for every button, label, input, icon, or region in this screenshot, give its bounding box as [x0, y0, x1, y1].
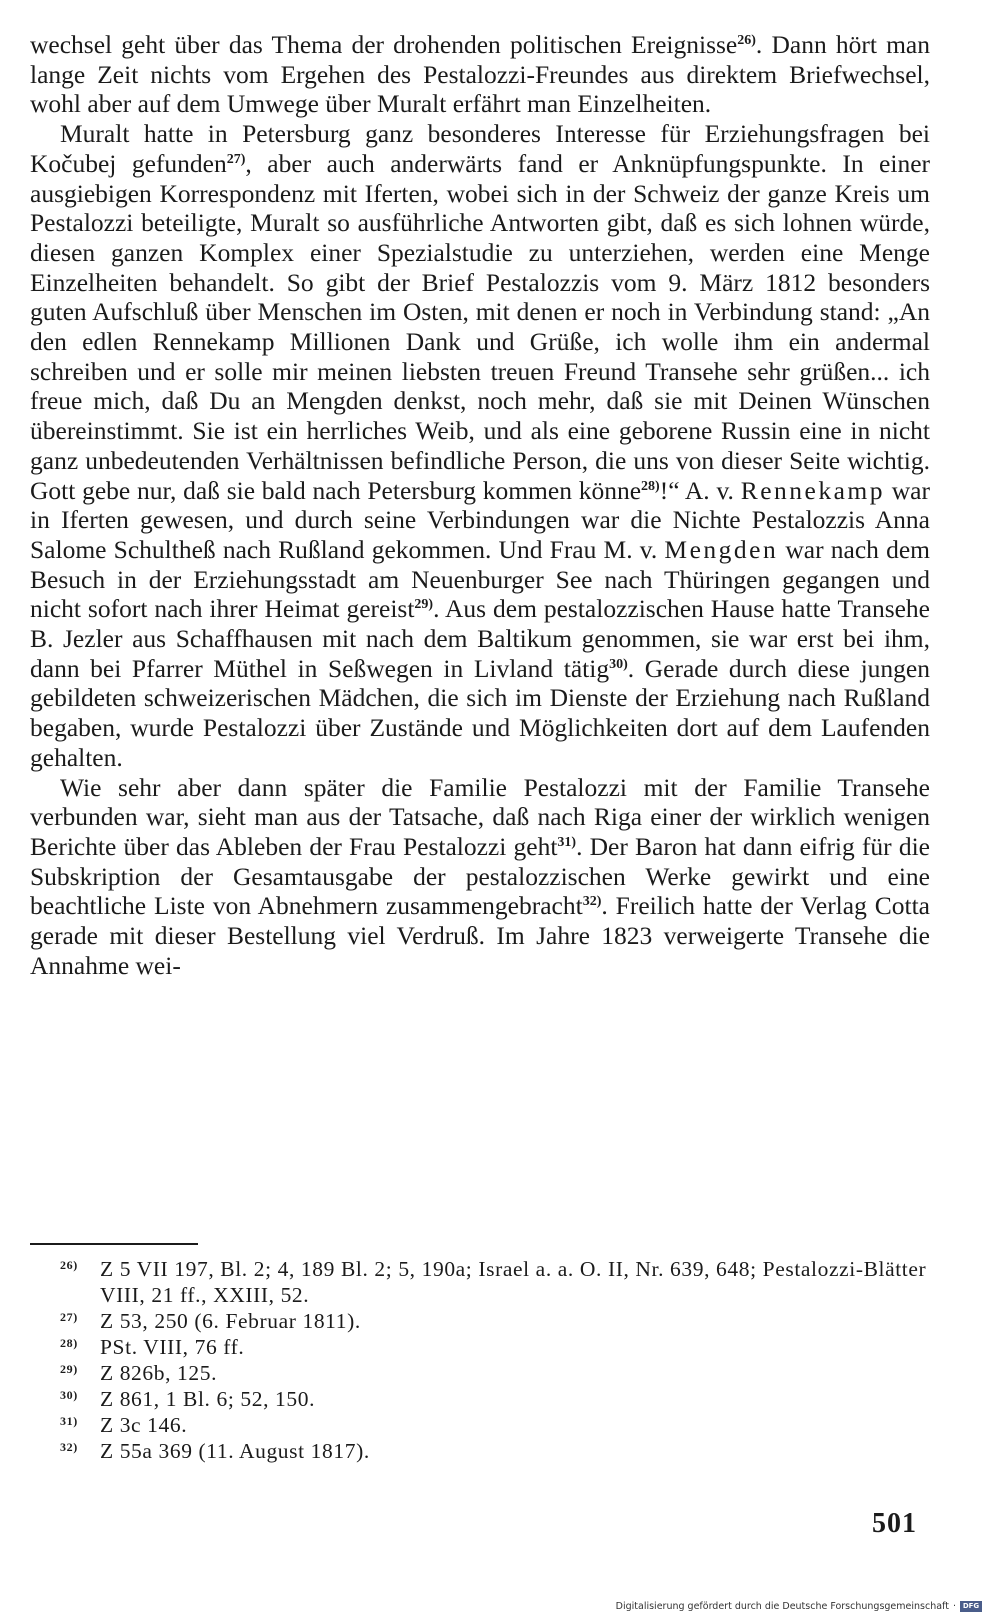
footnote-ref[interactable]: 30): [609, 656, 628, 672]
text-run: . Aus dem pestalozzischen Hause hatte Transehe B. Jezler aus Schaffhausen mit nach dem Baltikum genommen, sie war erst bei ihm, dann bei Pfarrer Müthel in Seßwegen in Livland tätig: [30, 594, 930, 683]
paragraph-3: [30, 773, 930, 981]
separator: ·: [952, 1601, 956, 1612]
text-run: . Der Baron hat dann eifrig für die Subskription der Gesamtausgabe der pestalozzischen Werke gewirkt und eine beachtliche Liste von Abnehmern zusammengebracht: [30, 831, 930, 921]
text-run: war in Iferten gewesen, und durch seine Verbindungen war die Nichte Pestalozzis Anna Salome Schultheß nach Rußland gekommen. Und Frau M. v.: [30, 475, 930, 564]
footnote-ref[interactable]: 26): [737, 33, 756, 48]
text-run: . Gerade durch diese jungen gebildeten schweizerischen Mädchen, die sich im Dienste der Erziehung nach Rußland begaben, wurde Pestalozzi über Zustände und Möglichkeiten dort auf dem Laufenden gehalten.: [30, 653, 930, 772]
footnote-text: Z 5 VII 197, Bl. 2; 4, 189 Bl. 2; 5, 190a; Israel a. a. O. II, Nr. 639, 648; Pestalozzi-Blätter VIII, 21 ff., XXIII, 52.: [100, 1257, 927, 1307]
footnote-ref[interactable]: 31): [557, 834, 577, 850]
footnote-divider: [30, 1243, 198, 1245]
footnote-text: Z 55a 369 (11. August 1817).: [100, 1439, 370, 1463]
footnote-text: PSt. VIII, 76 ff.: [100, 1335, 245, 1359]
footnote: 31) Z 3c 146.: [60, 1413, 188, 1437]
spaced-name: Mengden: [664, 534, 779, 564]
text-run: . Freilich hatte der Verlag Cotta gerade mit dieser Bestellung viel Verdruß. Im Jahre 1823 verweigerte Transehe die Annahme wei-: [30, 891, 930, 980]
footnotes: [30, 1256, 930, 1464]
digitization-credit: [616, 1601, 982, 1612]
footnote-text: Z 861, 1 Bl. 6; 52, 150.: [100, 1387, 316, 1411]
page-number: 501: [872, 1508, 917, 1539]
footnote-ref[interactable]: 27): [226, 151, 246, 167]
text-run: . Dann hört man lange Zeit nichts vom Ergehen des Pestalozzi-Freundes aus direktem Briefwechsel, wohl aber auf dem Umwege über Muralt erfährt man Einzelheiten.: [30, 30, 930, 119]
text-run: war nach dem Besuch in der Erziehungsstadt am Neuenburger See nach Thüringen gegangen und nicht sofort nach ihrer Heimat gereist: [30, 534, 930, 624]
paragraph-1: [30, 30, 930, 119]
text-run: Wie sehr aber dann später die Familie Pestalozzi mit der Familie Transehe verbunden war, sieht man aus der Tatsache, daß nach Riga einer der wirklich wenigen Berichte über das Ableben der Frau Pestalozzi geht: [30, 772, 930, 861]
footnote-text: Z 826b, 125.: [100, 1361, 218, 1385]
text-run: Muralt hatte in Petersburg ganz besonderes Interesse für Erziehungsfragen bei Kočubej gefunden: [30, 119, 930, 178]
footnote: 28) PSt. VIII, 76 ff.: [60, 1335, 245, 1359]
footnote-ref[interactable]: 28): [641, 478, 660, 494]
footnote-text: Z 3c 146.: [100, 1413, 188, 1437]
footnote: 30) Z 861, 1 Bl. 6; 52, 150.: [60, 1387, 316, 1411]
footnote-ref[interactable]: 29): [414, 597, 434, 613]
paragraph-2: [30, 119, 930, 772]
footnote: 32) Z 55a 369 (11. August 1817).: [60, 1439, 370, 1463]
footnote: 27) Z 53, 250 (6. Februar 1811).: [60, 1309, 361, 1333]
footnote: 26) Z 5 VII 197, Bl. 2; 4, 189 Bl. 2; 5, 190a; Israel a. a. O. II, Nr. 639, 648; Pestalozzi-Blätter VIII, 21 ff., XXIII, 52.: [60, 1257, 927, 1307]
text-run: wechsel geht über das Thema der drohenden politischen Ereignisse: [30, 30, 738, 59]
text-run: , aber auch anderwärts fand er Anknüpfungspunkte. In einer ausgiebigen Korrespondenz mit Iferten, wobei sich in der Schweiz der ganze Kreis um Pestalozzi beteiligte, Muralt so ausführliche Antworten gibt, daß es sich lohnen würde, diesen ganzen Komplex einer Spezialstudie zu unterziehen, werden eine Menge Einzelheiten behandelt. So gibt der Brief Pestalozzis vom 9. März 1812 besonders guten Aufschluß über Menschen im Osten, mit denen er noch in Verbindung stand: „An den edlen Rennekamp Millionen Dank und Grüße, ich wolle ihm ein andermal schreiben und er solle mir meinen liebsten treuen Freund Transehe sehr grüßen... ich freue mich, daß Du an Mengden denkst, noch mehr, daß sie mit Deinen Wünschen übereinstimmt. Sie ist ein herrliches Weib, und als eine geborene Russin eine in nicht ganz unbedeutenden Verhältnissen befindliche Person, die uns von dieser Seite wichtig. Gott gebe nur, daß sie bald nach Petersburg kommen könne: [30, 148, 931, 505]
footnote-text: Z 53, 250 (6. Februar 1811).: [100, 1309, 361, 1333]
page-body: [30, 30, 930, 981]
digitization-text: Digitalisierung gefördert durch die Deutsche Forschungsgemeinschaft: [615, 1601, 949, 1612]
spaced-name: Rennekamp: [740, 475, 885, 505]
text-run: !“ A. v.: [659, 475, 741, 505]
footnote: 29) Z 826b, 125.: [60, 1361, 218, 1385]
footnote-ref[interactable]: 32): [582, 894, 602, 910]
dfg-logo-icon: DFG: [960, 1601, 982, 1612]
